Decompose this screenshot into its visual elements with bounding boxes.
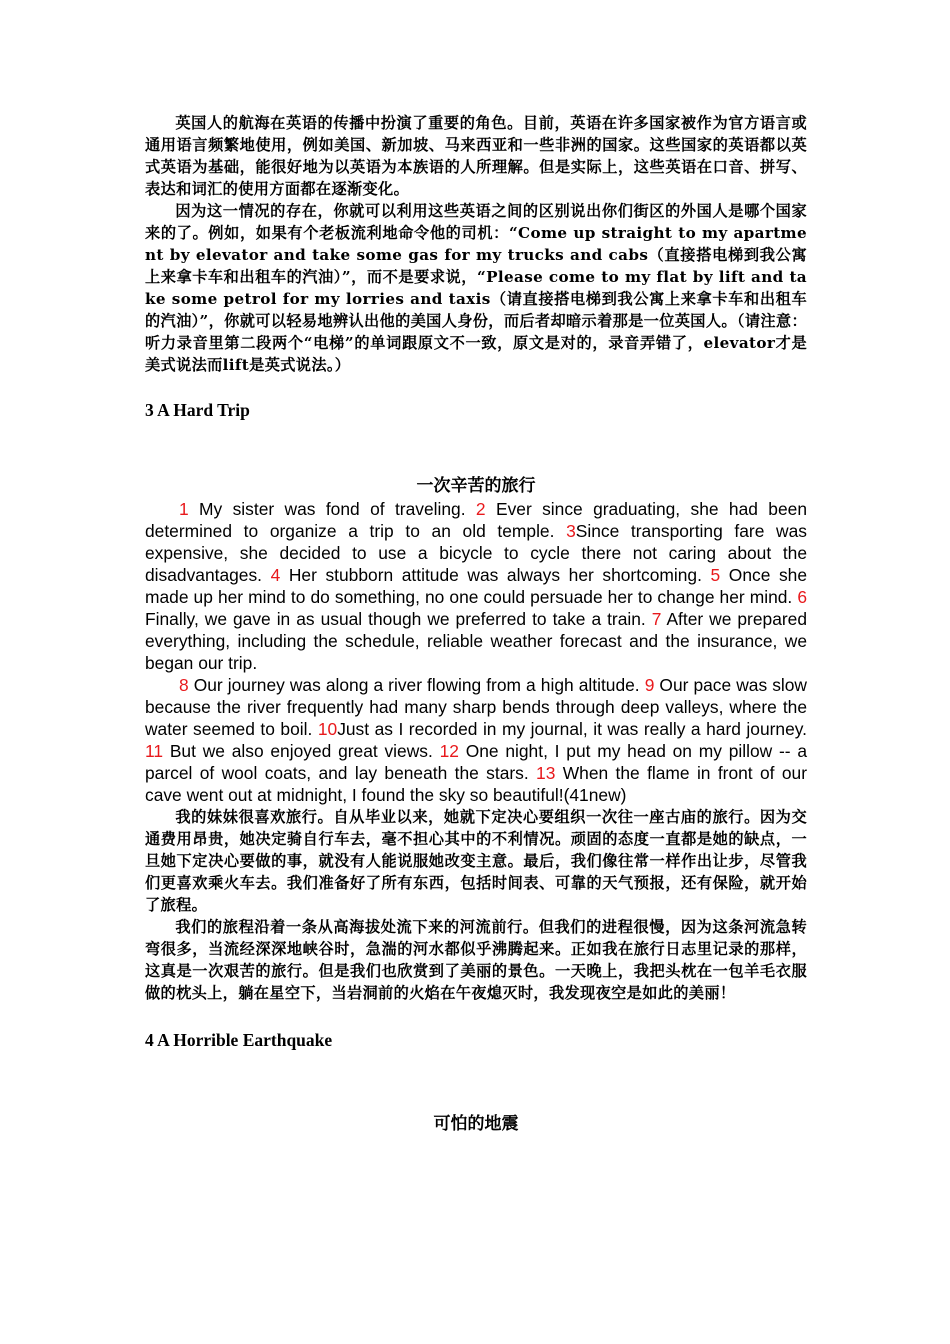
section-3-chinese-title: 一次辛苦的旅行 bbox=[416, 476, 536, 495]
sentence-text: Since transporting fare was expensive, she decided to use a bicycle to cycle there not caring about the disadvantages. bbox=[145, 521, 807, 585]
sentence-text: Finally, we gave in as usual though we preferred to take a train. bbox=[145, 609, 652, 629]
sentence-number: 3 bbox=[566, 521, 576, 541]
sentence-number: 9 bbox=[644, 675, 655, 695]
sentence-number: 4 bbox=[270, 565, 281, 585]
section-3-english-paragraph-2 bbox=[145, 674, 807, 806]
sentence-text: Our journey was along a river flowing from a high altitude. bbox=[188, 675, 645, 695]
sentence-number: 2 bbox=[475, 499, 486, 519]
sentence-number: 12 bbox=[439, 741, 459, 761]
sentence-text: Once she made up her mind to do something, no one could persuade her to change her mind. bbox=[145, 565, 807, 607]
section-3-chinese-paragraph-2: 我们的旅程沿着一条从高海拔处流下来的河流前行。但我们的进程很慢，因为这条河流急转弯很多，当流经深深地峡谷时，急湍的河水都似乎沸腾起来。正如我在旅行日志里记录的那样，这真是一次艰苦的旅行。但是我们也欣赏到了美丽的景色。一天晚上，我把头枕在一包羊毛衣服做的枕头上，躺在星空下，当岩洞前的火焰在午夜熄灭时，我发现夜空是如此的美丽！ bbox=[145, 918, 807, 1002]
section-3-chinese-translation bbox=[145, 806, 807, 1004]
sentence-number: 5 bbox=[710, 565, 721, 585]
section-4-heading: 4 A Horrible Earthquake bbox=[145, 1030, 333, 1050]
intro-paragraph-2: 因为这一情况的存在，你就可以利用这些英语之间的区别说出你们街区的外国人是哪个国家来的了。例如，如果有个老板流利地命令他的司机：“Come up straight to my apartment by elevator and take some gas for my trucks and cabs（直接搭电梯到我公寓上来拿卡车和出租车的汽油）”，而不是要求说，“Please come to my flat by lift and take some petrol for my lorries and taxis（请直接搭电梯到我公寓上来拿卡车和出租车的汽油）”，你就可以轻易地辨认出他的美国人身份，而后者却暗示着那是一位英国人。（请注意：听力录音里第二段两个“电梯”的单词跟原文不一致，原文是对的，录音弄错了，elevator才是美式说法而lift是英式说法。） bbox=[145, 202, 807, 374]
sentence-text: When the flame in front of our cave went out at midnight, I found the sky so beautiful!(41new) bbox=[145, 763, 807, 805]
intro-section bbox=[145, 112, 807, 376]
sentence-text: But we also enjoyed great views. bbox=[163, 741, 440, 761]
sentence-number: 8 bbox=[179, 675, 189, 695]
sentence-text: Our pace was slow because the river frequently had many sharp bends through deep valleys, where the water seemed to boil. bbox=[145, 675, 807, 739]
sentence-number: 10 bbox=[317, 719, 338, 739]
sentence-number: 11 bbox=[145, 741, 164, 761]
sentence-text: One night, I put my head on my pillow -- a parcel of wool coats, and lay beneath the stars. bbox=[145, 741, 807, 783]
section-3-english-paragraph-1 bbox=[145, 498, 807, 674]
sentence-number: 13 bbox=[536, 763, 556, 783]
sentence-number: 1 bbox=[179, 499, 189, 519]
sentence-text: Ever since graduating, she had been determined to organize a trip to an old temple. bbox=[145, 499, 807, 541]
section-4-chinese-title: 可怕的地震 bbox=[433, 1114, 519, 1133]
sentence-text: Her stubborn attitude was always her shortcoming. bbox=[280, 565, 711, 585]
sentence-number: 7 bbox=[651, 609, 662, 629]
document-page bbox=[145, 112, 807, 1136]
sentence-text: Just as I recorded in my journal, it was really a hard journey. bbox=[337, 719, 807, 739]
section-3-chinese-paragraph-1: 我的妹妹很喜欢旅行。自从毕业以来，她就下定决心要组织一次往一座古庙的旅行。因为交通费用昂贵，她决定骑自行车去，毫不担心其中的不利情况。顽固的态度一直都是她的缺点，一旦她下定决心要做的事，就没有人能说服她改变主意。最后，我们像往常一样作出让步，尽管我们更喜欢乘火车去。我们准备好了所有东西，包括时间表、可靠的天气预报，还有保险，就开始了旅程。 bbox=[145, 808, 807, 914]
section-3-heading: 3 A Hard Trip bbox=[145, 400, 250, 420]
sentence-number: 6 bbox=[797, 587, 807, 607]
sentence-text: My sister was fond of traveling. bbox=[188, 499, 476, 519]
sentence-text: After we prepared everything, including the schedule, reliable weather forecast and the insurance, we began our trip. bbox=[145, 609, 807, 673]
intro-paragraph-1: 英国人的航海在英语的传播中扮演了重要的角色。目前，英语在许多国家被作为官方语言或通用语言频繁地使用，例如美国、新加坡、马来西亚和一些非洲的国家。这些国家的英语都以英式英语为基础，能很好地为以英语为本族语的人所理解。但是实际上，这些英语在口音、拼写、表达和词汇的使用方面都在逐渐变化。 bbox=[145, 114, 807, 198]
